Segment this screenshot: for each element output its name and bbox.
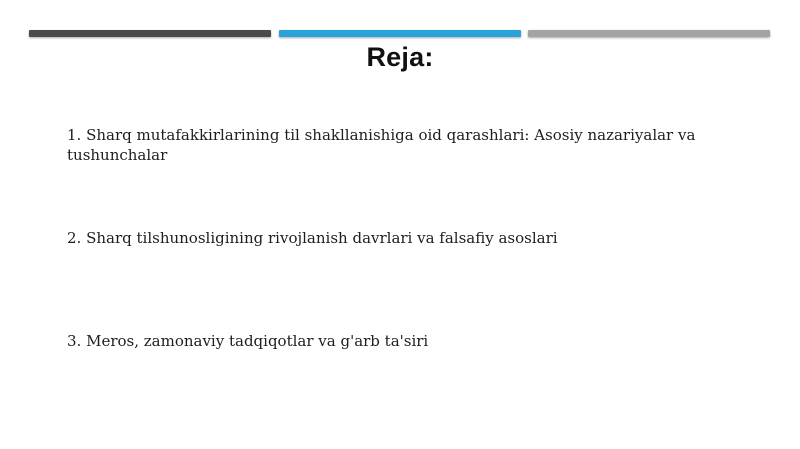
accent-bar-gray bbox=[528, 30, 770, 37]
plan-item-3: 3. Meros, zamonaviy tadqiqotlar va g'arb ta'siri bbox=[67, 332, 429, 350]
accent-bar-blue bbox=[279, 30, 521, 37]
slide-title: Reja: bbox=[366, 42, 434, 72]
plan-item-1: 1. Sharq mutafakkirlarining til shakllanishiga oid qarashlari: Asosiy nazariyalar va tushunchalar bbox=[67, 126, 696, 164]
accent-bar-dark bbox=[29, 30, 271, 37]
plan-item-2: 2. Sharq tilshunosligining rivojlanish davrlari va falsafiy asoslari bbox=[67, 229, 558, 247]
